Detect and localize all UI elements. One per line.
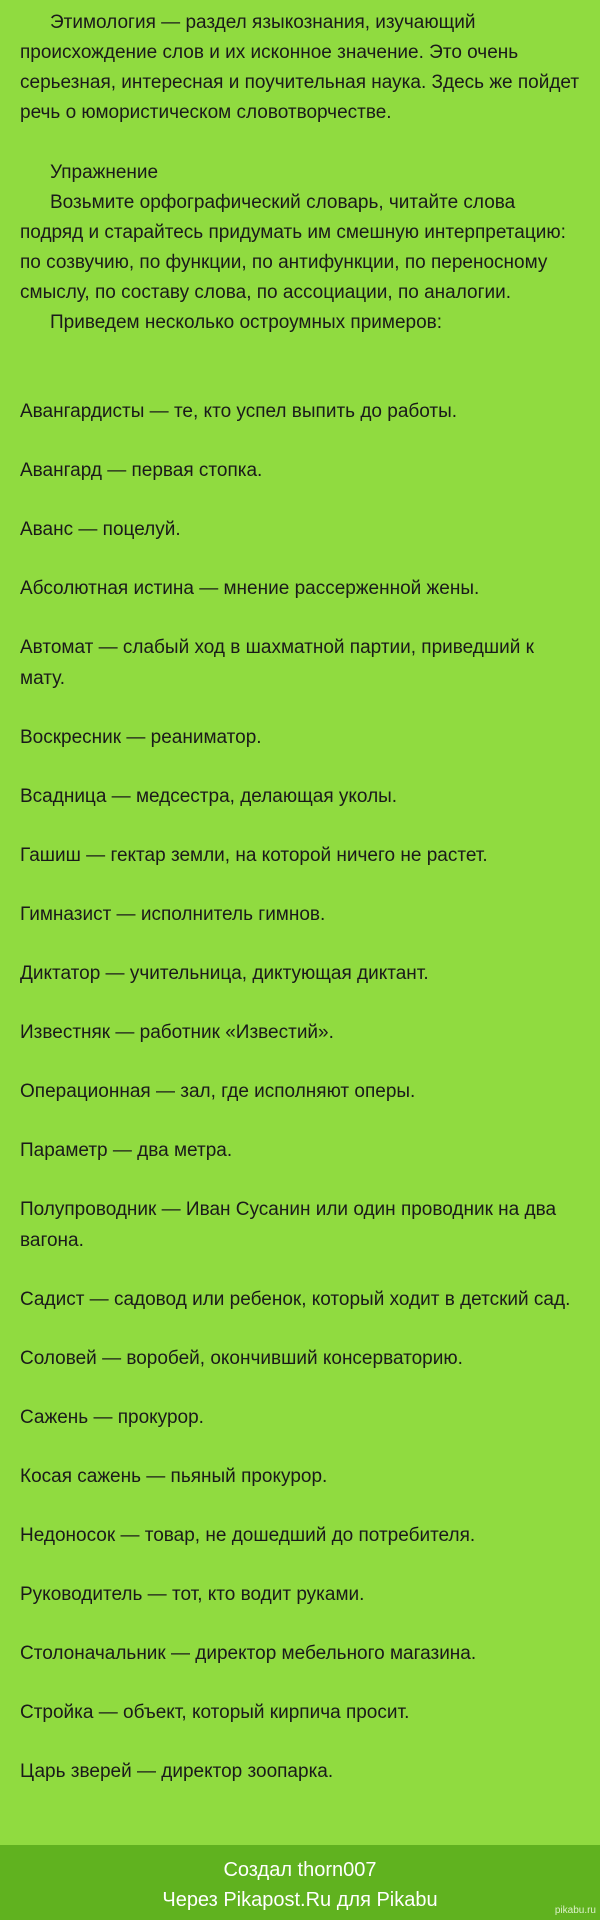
list-item: Соловей — воробей, окончивший консерваторию. [20, 1348, 463, 1369]
list-item: Гашиш — гектар земли, на которой ничего не растет. [20, 845, 488, 866]
paragraph-gap [20, 128, 580, 158]
intro-section [20, 8, 580, 338]
list-item: Всадница — медсестра, делающая уколы. [20, 786, 398, 807]
list-item: Параметр — два метра. [20, 1140, 233, 1161]
list-item: Садист — садовод или ребенок, который ходит в детский сад. [20, 1289, 571, 1310]
created-by-text: Создал thorn007 [223, 1859, 377, 1881]
list-item: Царь зверей — директор зоопарка. [20, 1761, 334, 1782]
footer-credits [0, 1845, 600, 1920]
examples-list [20, 396, 580, 1815]
pikabu-watermark: pikabu.ru [554, 1905, 596, 1916]
list-item: Воскресник — реаниматор. [20, 727, 262, 748]
list-item: Гимназист — исполнитель гимнов. [20, 904, 326, 925]
list-item: Столоначальник — директор мебельного магазина. [20, 1643, 477, 1664]
list-item: Авангард — первая стопка. [20, 460, 263, 481]
list-item: Авангардисты — те, кто успел выпить до работы. [20, 401, 458, 422]
list-item: Полупроводник — Иван Сусанин или один проводник на два вагона. [20, 1199, 557, 1251]
list-item: Операционная — зал, где исполняют оперы. [20, 1081, 416, 1102]
list-item: Руководитель — тот, кто водит руками. [20, 1584, 365, 1605]
intro-paragraph-etymology: Этимология — раздел языкознания, изучающий происхождение слов и их исконное значение. Это очень серьезная, интересная и поучительная наука. Здесь же пойдет речь о юмористическом словотворчестве. [20, 12, 580, 123]
list-item: Автомат — слабый ход в шахматной партии, приведший к мату. [20, 637, 534, 689]
via-pikapost-text: Через Pikapost.Ru для Pikabu [162, 1889, 438, 1911]
list-item: Косая сажень — пьяный прокурор. [20, 1466, 328, 1487]
list-item: Недоносок — товар, не дошедший до потребителя. [20, 1525, 476, 1546]
list-item: Аванс — поцелуй. [20, 519, 181, 540]
list-item: Диктатор — учительница, диктующая диктант. [20, 963, 429, 984]
list-item: Сажень — прокурор. [20, 1407, 204, 1428]
exercise-heading: Упражнение [50, 162, 159, 183]
list-item: Известняк — работник «Известий». [20, 1022, 334, 1043]
list-item: Абсолютная истина — мнение рассерженной жены. [20, 578, 480, 599]
exercise-instructions: Возьмите орфографический словарь, читайте слова подряд и старайтесь придумать им смешную интерпретацию: по созвучию, по функции, по антифункции, по переносному смыслу, по составу слова, по ассоциации, по аналогии. [20, 192, 566, 303]
examples-lead: Приведем несколько остроумных примеров: [50, 312, 443, 333]
list-item: Стройка — объект, который кирпича просит. [20, 1702, 410, 1723]
